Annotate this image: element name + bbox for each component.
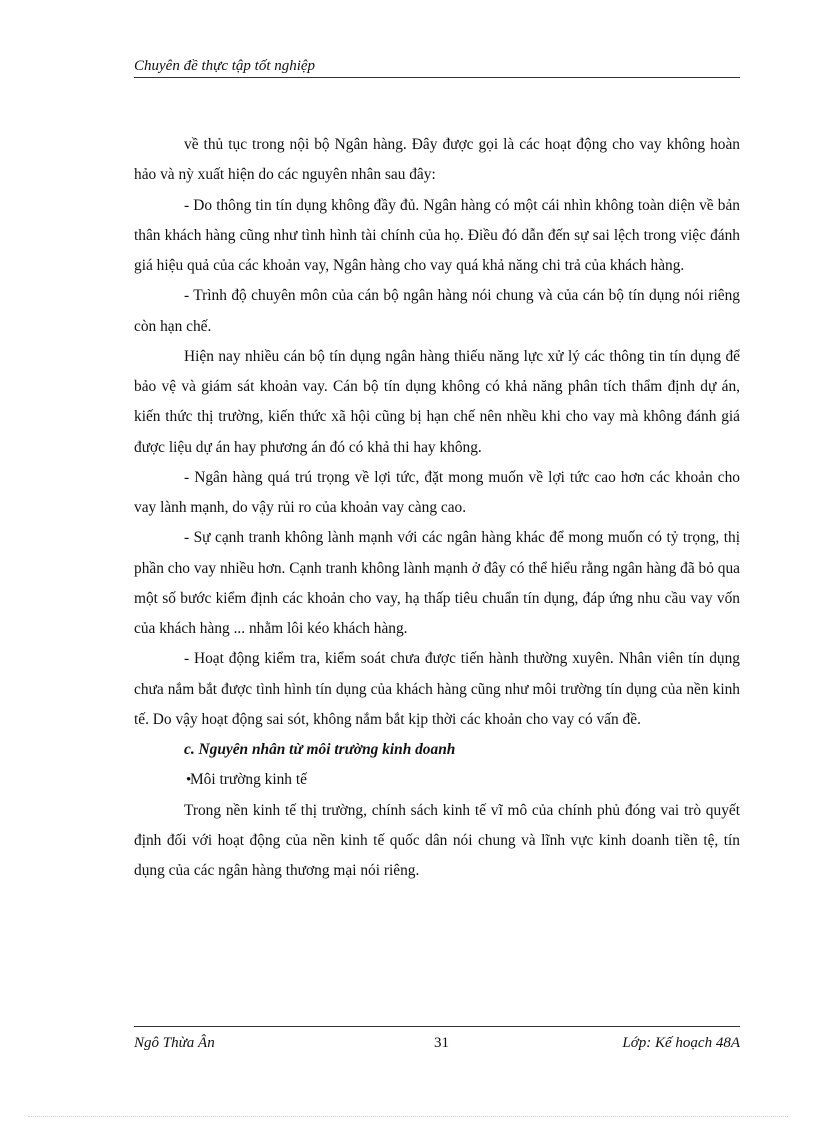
paragraph: - Sự cạnh tranh không lành mạnh với các ngân hàng khác để mong muốn có tỷ trọng, thị phần cho vay nhiều hơn. Cạnh tranh không lành mạnh ở đây có thể hiểu rằng ngân hàng đã bỏ qua một số bước kiểm định các khoản cho vay, hạ thấp tiêu chuẩn tín dụng, đáp ứng nhu cầu vay vốn của khách hàng ... nhằm lôi kéo khách hàng. <box>134 529 740 637</box>
paragraph: Hiện nay nhiều cán bộ tín dụng ngân hàng thiếu năng lực xử lý các thông tin tín dụng để bảo vệ và giám sát khoản vay. Cán bộ tín dụng không có khả năng phân tích thẩm định dự án, kiến thức thị trường, kiến thức xã hội cũng bị hạn chế nên nhều khi cho vay mà không đánh giá được liệu dự án hay phương án đó có khả thi hay không. <box>134 347 740 456</box>
paragraph: - Trình độ chuyên môn của cán bộ ngân hàng nói chung và của cán bộ tín dụng nói riêng còn hạn chế. <box>134 287 740 335</box>
header-title: Chuyên đề thực tập tốt nghiệp <box>134 58 316 74</box>
paragraph: - Hoạt động kiểm tra, kiểm soát chưa được tiến hành thường xuyên. Nhân viên tín dụng chưa nắm bắt được tình hình tín dụng của khách hàng cũng như môi trường tín dụng của nền kinh tế. Do vậy hoạt động sai sót, không nắm bắt kịp thời các khoản cho vay có vấn đề. <box>134 650 740 728</box>
footer-class: Lớp: Kế hoạch 48A <box>622 1035 740 1051</box>
body-text <box>134 130 740 886</box>
section-subheading: c. Nguyên nhân từ môi trường kinh doanh <box>184 741 456 758</box>
bullet-list-item <box>134 765 740 795</box>
page-header <box>134 56 740 78</box>
footer-page-number: 31 <box>434 1035 449 1051</box>
bullet-icon <box>134 765 190 795</box>
page-footer <box>134 1026 740 1053</box>
paragraph: - Do thông tin tín dụng không đầy đủ. Ngân hàng có một cái nhìn không toàn diện về bản thân khách hàng cũng như tình hình tài chính của họ. Điều đó dẫn đến sự sai lệch trong việc đánh giá hiệu quả của các khoản vay, Ngân hàng cho vay quá khả năng chi trả của khách hàng. <box>134 196 740 274</box>
bullet-text: Môi trường kinh tế <box>190 771 307 789</box>
paragraph: - Ngân hàng quá trú trọng về lợi tức, đặt mong muốn về lợi tức cao hơn các khoản cho vay lành mạnh, do vậy rủi ro của khoản vay càng cao. <box>134 468 740 516</box>
closing-paragraph: Trong nền kinh tế thị trường, chính sách kinh tế vĩ mô của chính phủ đóng vai trò quyết định đối với hoạt động của nền kinh tế quốc dân nói chung và lĩnh vực kinh doanh tiền tệ, tín dụng của các ngân hàng thương mại nói riêng. <box>134 801 740 879</box>
footer-author: Ngô Thừa Ân <box>134 1035 215 1051</box>
page-bottom-divider <box>28 1116 788 1117</box>
paragraph: về thủ tục trong nội bộ Ngân hàng. Đây được gọi là các hoạt động cho vay không hoàn hảo và nỳ xuất hiện do các nguyên nhân sau đây: <box>134 136 740 184</box>
